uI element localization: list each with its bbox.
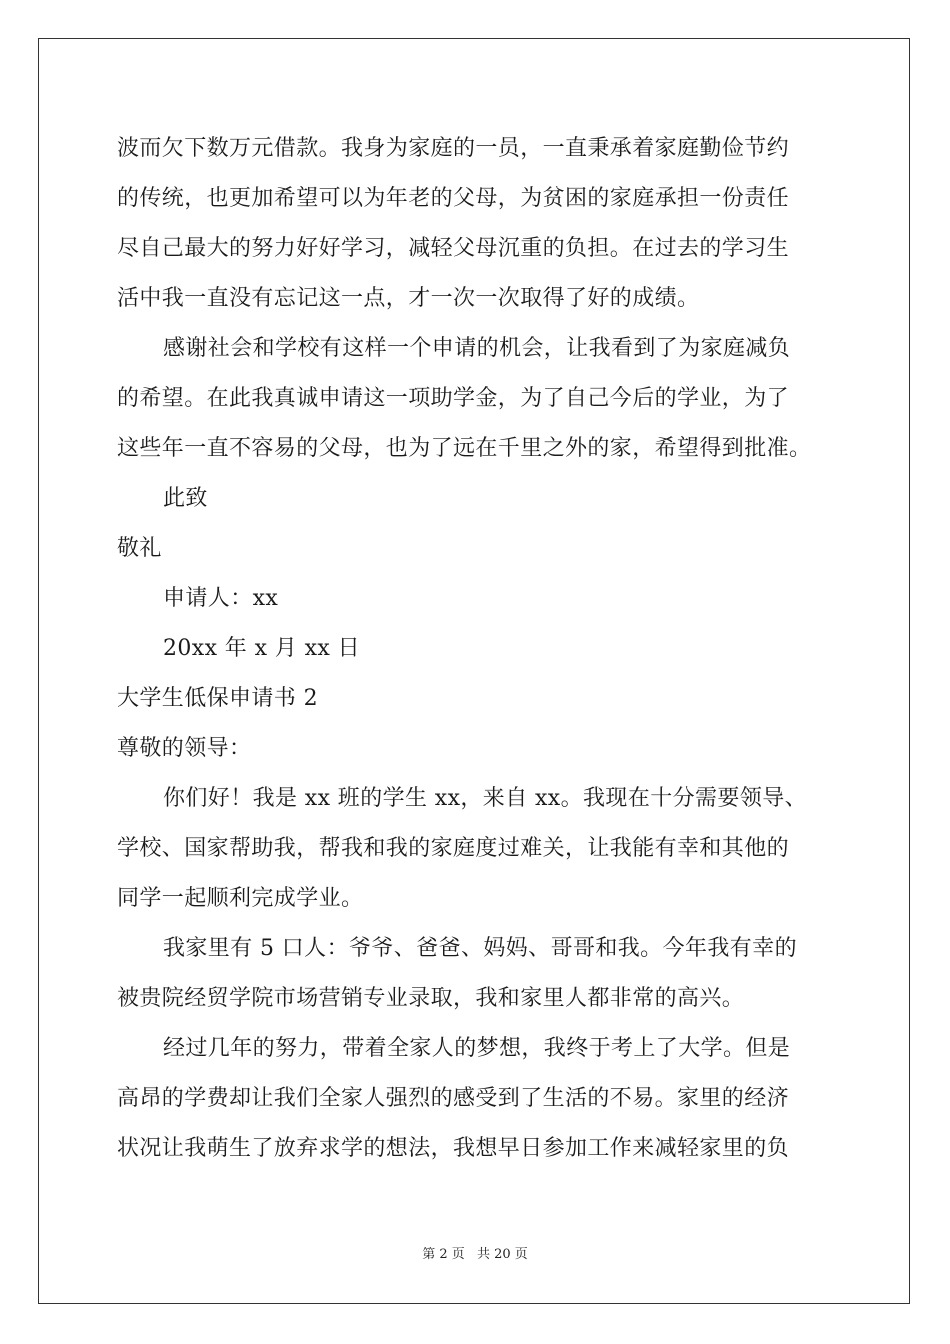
text-line: 的传统，也更加希望可以为年老的父母，为贫困的家庭承担一份责任 <box>117 186 790 211</box>
text-line: 被贵院经贸学院市场营销专业录取，我和家里人都非常的高兴。 <box>117 986 745 1011</box>
text-line: 高昂的学费却让我们全家人强烈的感受到了生活的不易。家里的经济 <box>117 1086 790 1111</box>
section-title: 大学生低保申请书 2 <box>117 686 318 711</box>
text-line: 活中我一直没有忘记这一点，才一次一次取得了好的成绩。 <box>117 286 700 311</box>
closing-respect: 敬礼 <box>117 536 162 561</box>
applicant-signature: 申请人：xx <box>163 586 279 611</box>
text-line: 学校、国家帮助我，帮我和我的家庭度过难关，让我能有幸和其他的 <box>117 836 790 861</box>
text-line: 同学一起顺利完成学业。 <box>117 886 364 911</box>
text-line: 状况让我萌生了放弃求学的想法，我想早日参加工作来减轻家里的负 <box>117 1136 790 1161</box>
closing-salutation: 此致 <box>163 486 208 511</box>
text-line: 这些年一直不容易的父母，也为了远在千里之外的家，希望得到批准。 <box>117 436 812 461</box>
page-total: 共 20 页 <box>476 1247 528 1262</box>
text-line: 我家里有 5 口人：爷爷、爸爸、妈妈、哥哥和我。今年我有幸的 <box>163 936 797 961</box>
text-line: 波而欠下数万元借款。我身为家庭的一员，一直秉承着家庭勤俭节约 <box>117 136 790 161</box>
text-line: 你们好！我是 xx 班的学生 xx，来自 xx。我现在十分需要领导、 <box>163 786 808 811</box>
page-border <box>38 38 910 1304</box>
text-line: 经过几年的努力，带着全家人的梦想，我终于考上了大学。但是 <box>163 1036 791 1061</box>
text-line: 尽自己最大的努力好好学习，减轻父母沉重的负担。在过去的学习生 <box>117 236 790 261</box>
page-number: 第 2 页 <box>422 1247 465 1262</box>
page-footer <box>0 1246 950 1264</box>
text-line: 感谢社会和学校有这样一个申请的机会，让我看到了为家庭减负 <box>163 336 791 361</box>
date-line: 20xx 年 x 月 xx 日 <box>163 636 360 661</box>
greeting: 尊敬的领导： <box>117 736 252 761</box>
text-line: 的希望。在此我真诚申请这一项助学金，为了自己今后的学业，为了 <box>117 386 790 411</box>
